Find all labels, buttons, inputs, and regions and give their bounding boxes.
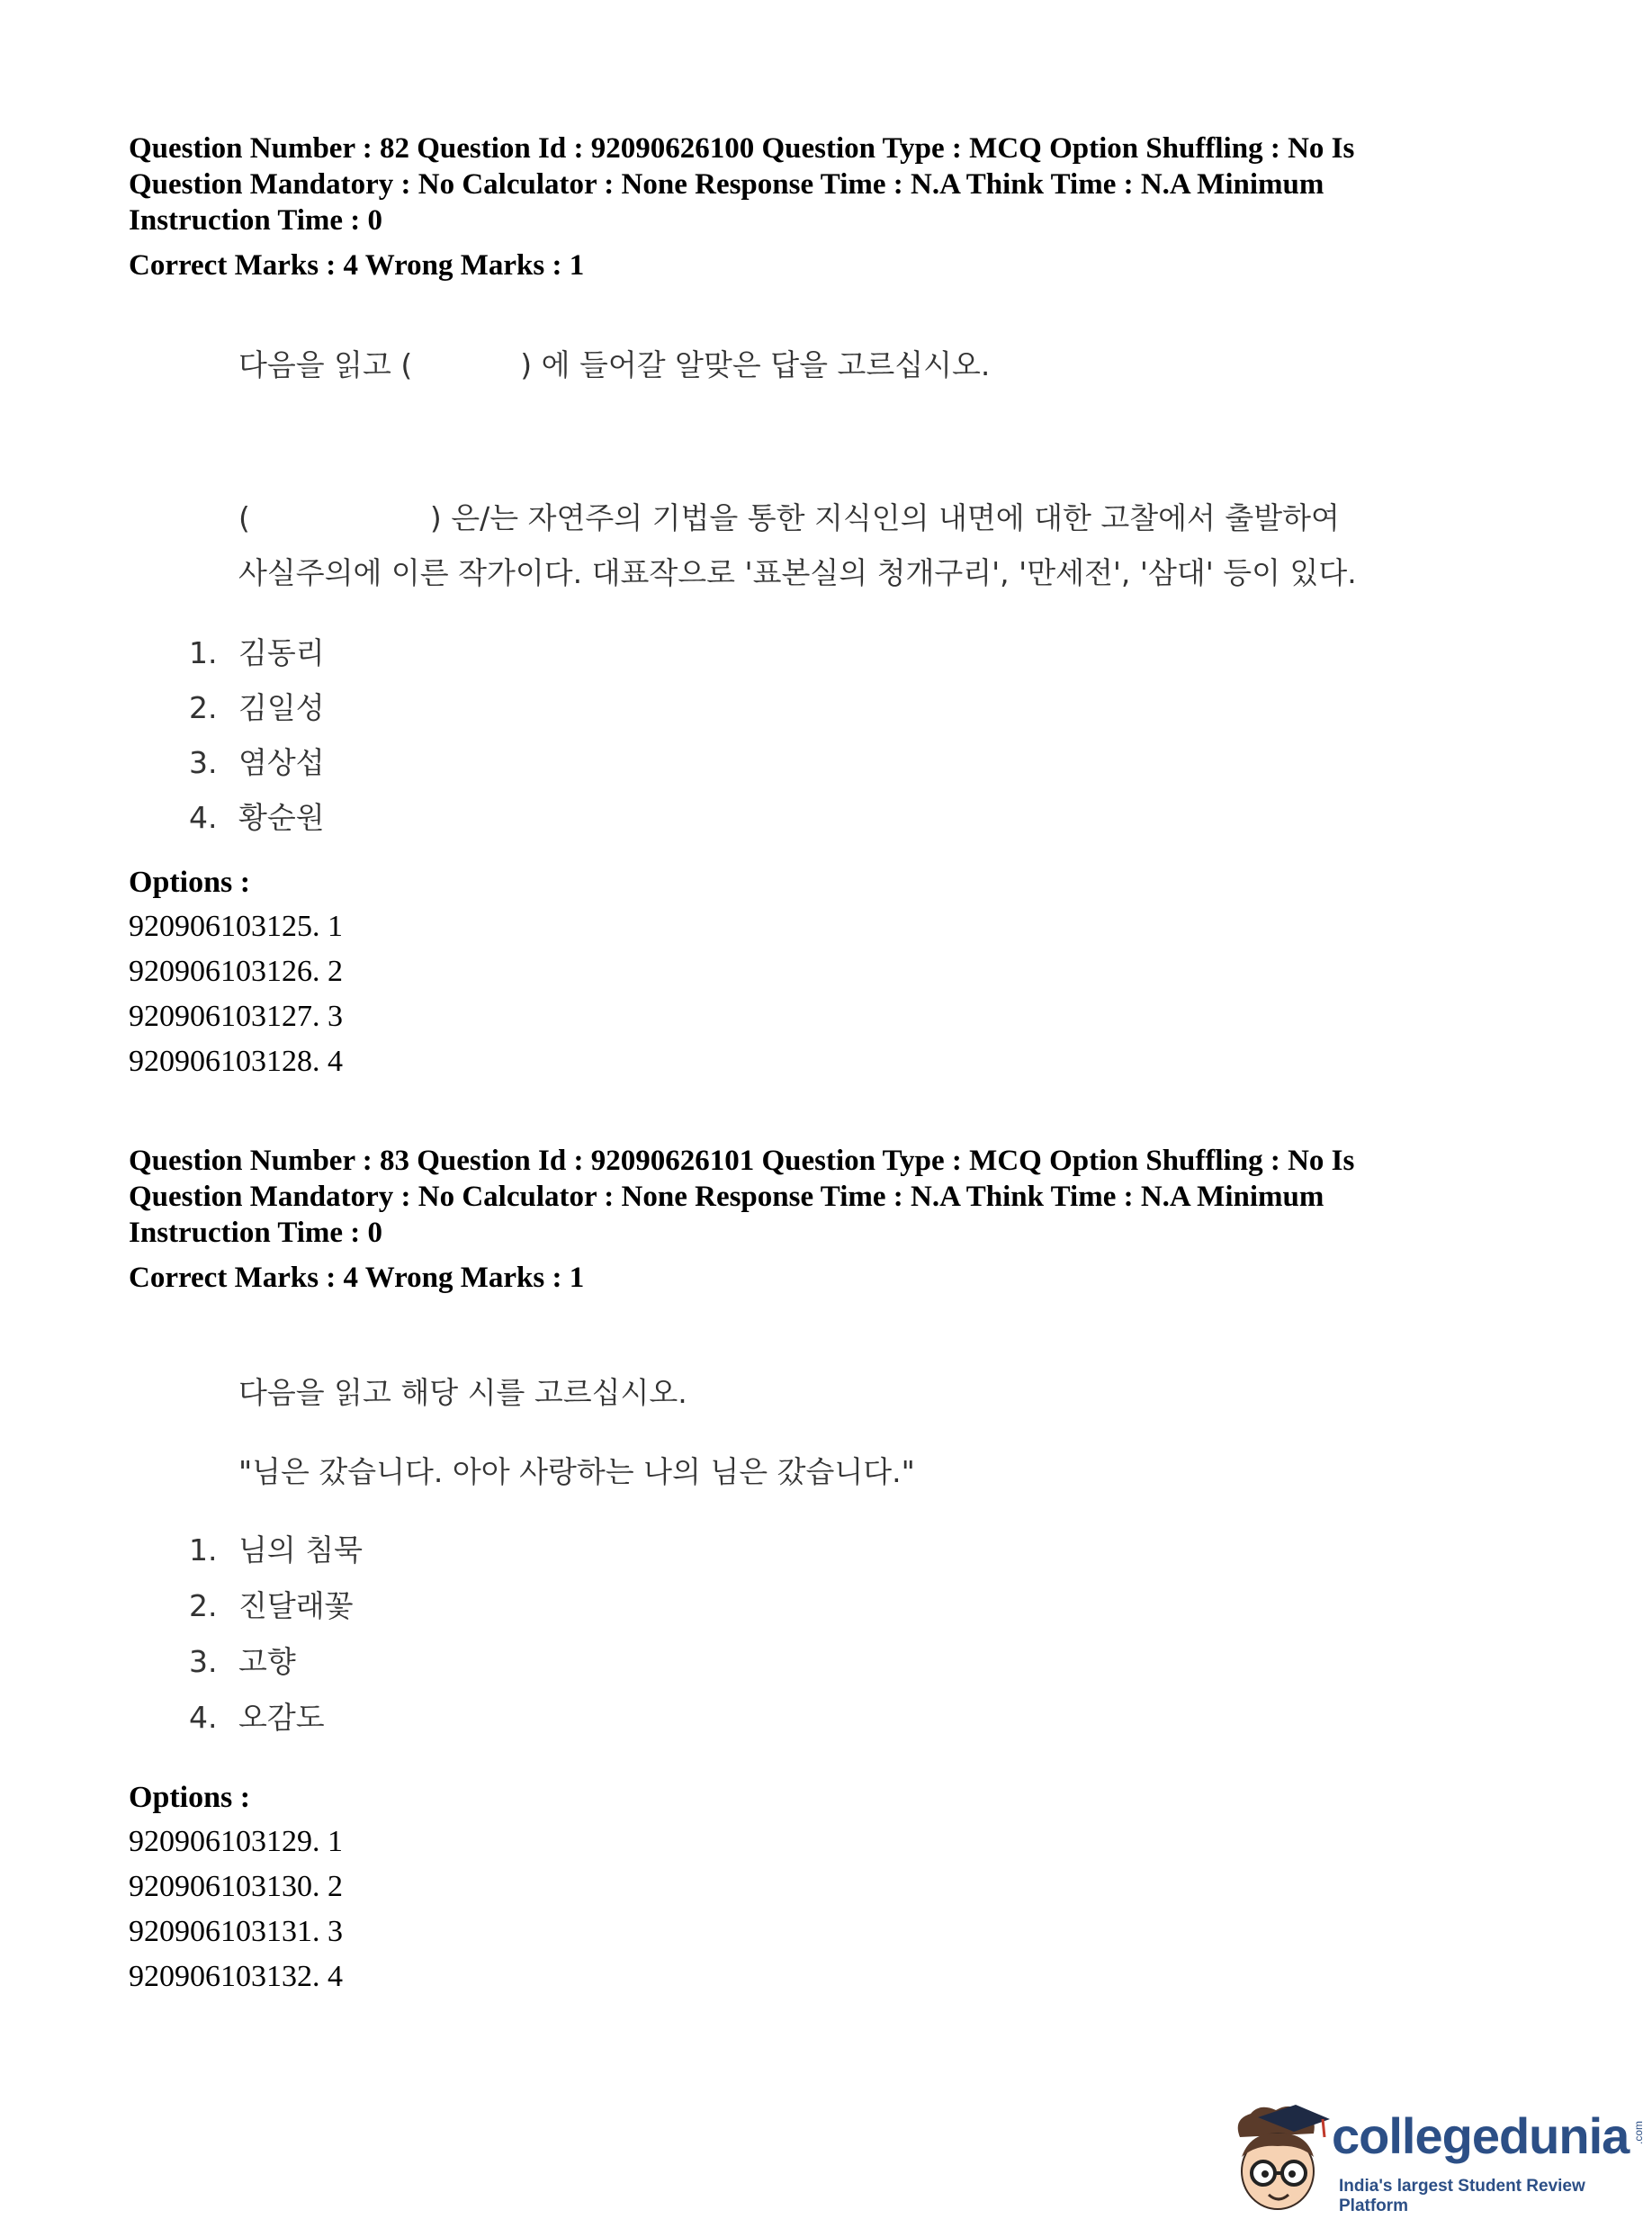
passage-line: 사실주의에 이른 작가이다. 대표작으로 '표본실의 청개구리', '만세전', '삼대' 등이 있다.	[238, 555, 1357, 590]
question-meta-line: Question Mandatory : No Calculator : None Response Time : N.A Think Time : N.A Minimum	[129, 1181, 1324, 1213]
choice-item: 1. 님의 침묵	[189, 1532, 364, 1568]
question-83-header	[129, 1143, 1532, 1296]
option-line: 920906103132. 4	[129, 1960, 343, 1993]
question-instruction	[238, 342, 990, 384]
instruction-part: 다음을 읽고 (	[238, 347, 413, 382]
options-title: Options :	[129, 1781, 251, 1814]
question-meta-line: Question Number : 82 Question Id : 92090626100 Question Type : MCQ Option Shuffling : No Is	[129, 132, 1355, 165]
question-instruction: 다음을 읽고 해당 시를 고르십시오.	[238, 1375, 687, 1410]
collegedunia-logo	[1224, 2101, 1647, 2218]
option-line: 920906103131. 3	[129, 1915, 343, 1948]
choice-item: 4. 오감도	[189, 1700, 325, 1735]
question-meta-line: Question Number : 83 Question Id : 92090626101 Question Type : MCQ Option Shuffling : No Is	[129, 1145, 1355, 1177]
marks-line: Correct Marks : 4 Wrong Marks : 1	[129, 1262, 585, 1294]
question-82-header	[129, 130, 1532, 283]
choice-item: 3. 염상섭	[189, 745, 325, 780]
logo-tagline: India's largest Student Review Platform	[1339, 2177, 1585, 2215]
option-line: 920906103128. 4	[129, 1045, 343, 1078]
choice-item: 2. 김일성	[189, 690, 325, 725]
options-title: Options :	[129, 866, 251, 899]
passage-part: ) 은/는 자연주의 기법을 통한 지식인의 내면에 대한 고찰에서 출발하여	[429, 500, 1340, 535]
choice-item: 3. 고향	[189, 1644, 296, 1679]
logo-wordmark: collegedunia	[1332, 2107, 1630, 2164]
choice-item: 1. 김동리	[189, 635, 325, 670]
option-line: 920906103130. 2	[129, 1870, 343, 1903]
passage-line	[238, 495, 1340, 537]
question-meta-line: Instruction Time : 0	[129, 204, 383, 237]
choice-item: 4. 황순원	[189, 800, 325, 835]
marks-line: Correct Marks : 4 Wrong Marks : 1	[129, 249, 585, 282]
option-line: 920906103129. 1	[129, 1825, 343, 1858]
instruction-part: ) 에 들어갈 알맞은 답을 고르십시오.	[520, 347, 991, 382]
question-meta-line: Instruction Time : 0	[129, 1217, 383, 1249]
passage-part: (	[238, 500, 250, 535]
question-meta-line: Question Mandatory : No Calculator : None Response Time : N.A Think Time : N.A Minimum	[129, 168, 1324, 201]
option-line: 920906103126. 2	[129, 955, 343, 988]
option-line: 920906103127. 3	[129, 1000, 343, 1033]
option-line: 920906103125. 1	[129, 910, 343, 943]
poem-quote: "님은 갔습니다. 아아 사랑하는 나의 님은 갔습니다."	[238, 1454, 915, 1489]
mascot-icon	[1224, 2101, 1332, 2218]
logo-suffix: .com	[1632, 2120, 1646, 2145]
choice-item: 2. 진달래꽃	[189, 1588, 354, 1623]
